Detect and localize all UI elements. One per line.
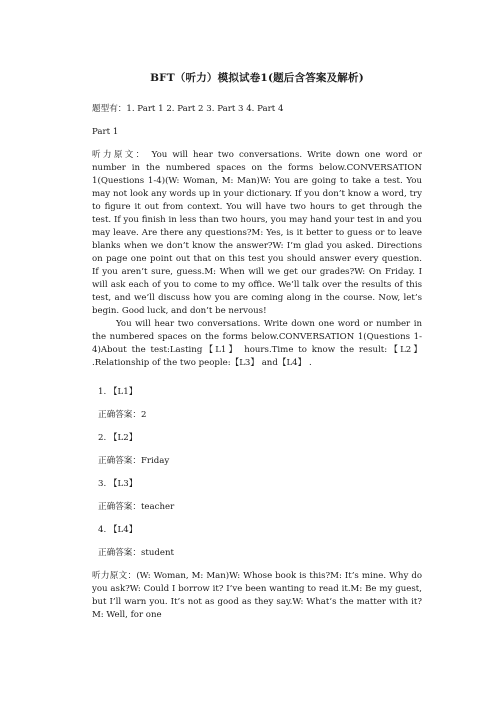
correct-answer: 正确答案：Friday bbox=[98, 456, 170, 466]
question-block-2 bbox=[92, 432, 422, 478]
section-heading: Part 1 bbox=[92, 127, 119, 137]
correct-answer: 正确答案：teacher bbox=[98, 502, 175, 512]
instructions: You will hear two conversations. Write down one word or number in the numbered spaces on the forms below.CONVERSATION 1(Questions 1-4)About the test:Lasting【L1】 hours.Time to know the result:【L2】 .Relationship of the two people:【L3】 and【L4】 . bbox=[92, 319, 422, 368]
correct-answer: 正确答案：student bbox=[98, 548, 174, 558]
question-label: 3. 【L3】 bbox=[98, 479, 138, 489]
question-types: 题型有：1. Part 1 2. Part 2 3. Part 3 4. Part 4 bbox=[92, 104, 284, 114]
document-body bbox=[92, 70, 422, 622]
transcript-conversation-2: 听力原文：(W: Woman, M: Man)W: Whose book is this?M: It’s mine. Why do you ask?W: Could I borrow it? I’ve been wanting to read it.M: Be my guest, but I’ll warn you. It’s not as good as they say.W: What’s the matter with it?M: Well, for one bbox=[92, 571, 422, 620]
transcript-conversation-1: 听力原文： You will hear two conversations. Write down one word or number in the numbered spaces on the forms below.CONVERSATION 1(Questions 1-4)(W: Woman, M: Man)W: You are going to take a test. You may not look any words up in your dictionary. If you don’t know a word, try to figure it out from context. You will have two hours to get through the test. If you finish in less than two hours, you may hand your test in and you may leave. Are there any questions?M: Yes, is it better to guess or to leave blanks when we don’t know the answer?W: I’m glad you asked. Directions on page one point out that on this test you should answer every question. If you aren’t sure, guess.M: When will we get our grades?W: On Friday. I will ask each of you to come to my office. We’ll talk over the results of this test, and we’ll discuss how you are coming along in the course. Now, let’s begin. Good luck, and don’t be nervous! bbox=[92, 150, 422, 316]
question-label: 1. 【L1】 bbox=[98, 387, 138, 397]
question-block-1 bbox=[92, 386, 422, 432]
question-block-3 bbox=[92, 478, 422, 524]
question-label: 4. 【L4】 bbox=[98, 525, 138, 535]
correct-answer: 正确答案：2 bbox=[98, 410, 147, 420]
question-block-4 bbox=[92, 524, 422, 570]
document-title: BFT（听力）模拟试卷1(题后含答案及解析) bbox=[150, 72, 364, 84]
question-label: 2. 【L2】 bbox=[98, 433, 138, 443]
